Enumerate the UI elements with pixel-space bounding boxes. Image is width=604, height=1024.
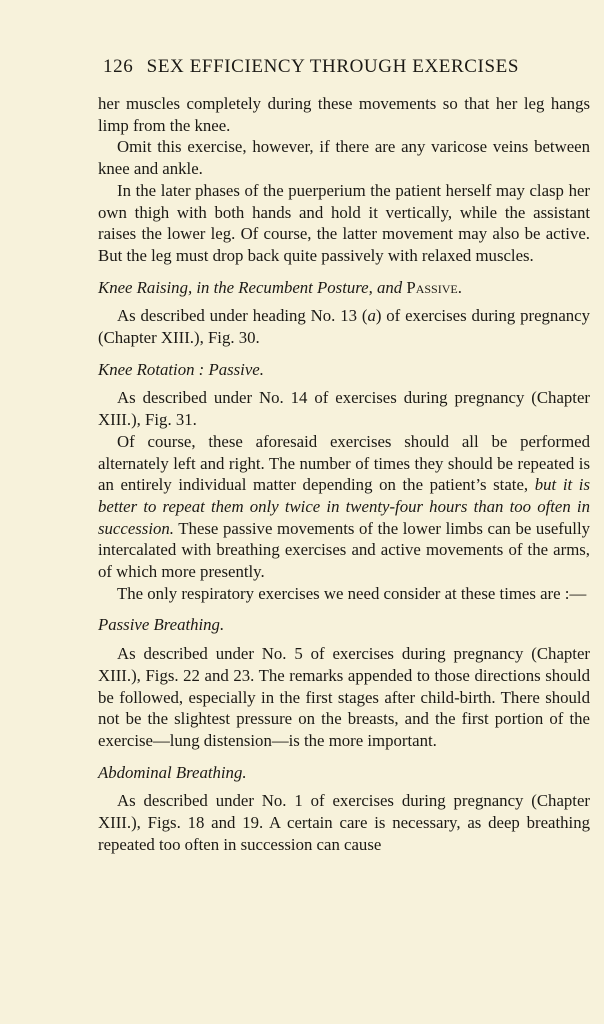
body-text bbox=[98, 93, 590, 856]
text-run: As described under heading No. 13 ( bbox=[117, 306, 368, 326]
running-title: SEX EFFICIENCY THROUGH EXERCISES bbox=[146, 56, 519, 77]
paragraph-knee-raising bbox=[98, 305, 590, 348]
paragraph-abdominal-breathing: As described under No. 1 of exercises during pregnancy (Chapter XIII.), Figs. 18 and 19. A certain care is necessary, as deep breathing repeated too often in succession can cause bbox=[98, 791, 590, 854]
paragraph-respiratory-intro: The only respiratory exercises we need consider at these times are :— bbox=[117, 583, 587, 603]
text-run: ) of exercises during pregnancy (Chapter XIII.), Fig. 30. bbox=[98, 306, 590, 348]
paragraph-alternately bbox=[98, 431, 590, 583]
paragraph-knee-rotation: As described under No. 14 of exercises during pregnancy (Chapter XIII.), Fig. 31. bbox=[98, 388, 590, 430]
running-header bbox=[103, 56, 558, 82]
section-heading-knee-raising bbox=[98, 277, 590, 299]
heading-italic-text: Knee Raising, in the Recumbent Posture, and bbox=[98, 277, 407, 297]
section-heading-knee-rotation: Knee Rotation : Passive. bbox=[98, 359, 264, 379]
paragraph-passive-breathing: As described under No. 5 of exercises during pregnancy (Chapter XIII.), Figs. 22 and 23. The remarks appended to those directions should be followed, especially in the first stages after child-birth. There should not be the slightest pressure on the breasts, and the first portion of the exercise—lung distension—is the more important. bbox=[98, 644, 590, 750]
section-heading-passive-breathing: Passive Breathing. bbox=[98, 615, 225, 635]
paragraph-later-phases: In the later phases of the puerperium the patient herself may clasp her own thigh with both hands and hold it vertically, while the assistant raises the lower leg. Of course, the latter movement may also be active. But the leg must drop back quite passively with relaxed muscles. bbox=[98, 180, 590, 265]
text-run: Of course, these aforesaid exercises should all be performed alternately left and right. The number of times they should be repeated is an entirely individual matter depending on the patient’s state, bbox=[98, 431, 590, 495]
paragraph-varicose-warning: Omit this exercise, however, if there are any varicose veins between knee and ankle. bbox=[98, 137, 590, 179]
italic-run: a bbox=[367, 306, 376, 326]
paragraph-continuation: her muscles completely during these movements so that her leg hangs limp from the knee. bbox=[98, 94, 590, 135]
section-heading-abdominal-breathing: Abdominal Breathing. bbox=[98, 762, 247, 782]
heading-small-caps-text: Passive. bbox=[406, 277, 462, 297]
text-run: These passive movements of the lower limbs can be usefully intercalated with breathing exercises and active movements of the arms, of which more presently. bbox=[98, 518, 590, 582]
italic-run: but it is better to repeat them only twice in twenty-four hours than too often in succession. bbox=[98, 475, 590, 538]
page-number: 126 bbox=[103, 56, 134, 77]
